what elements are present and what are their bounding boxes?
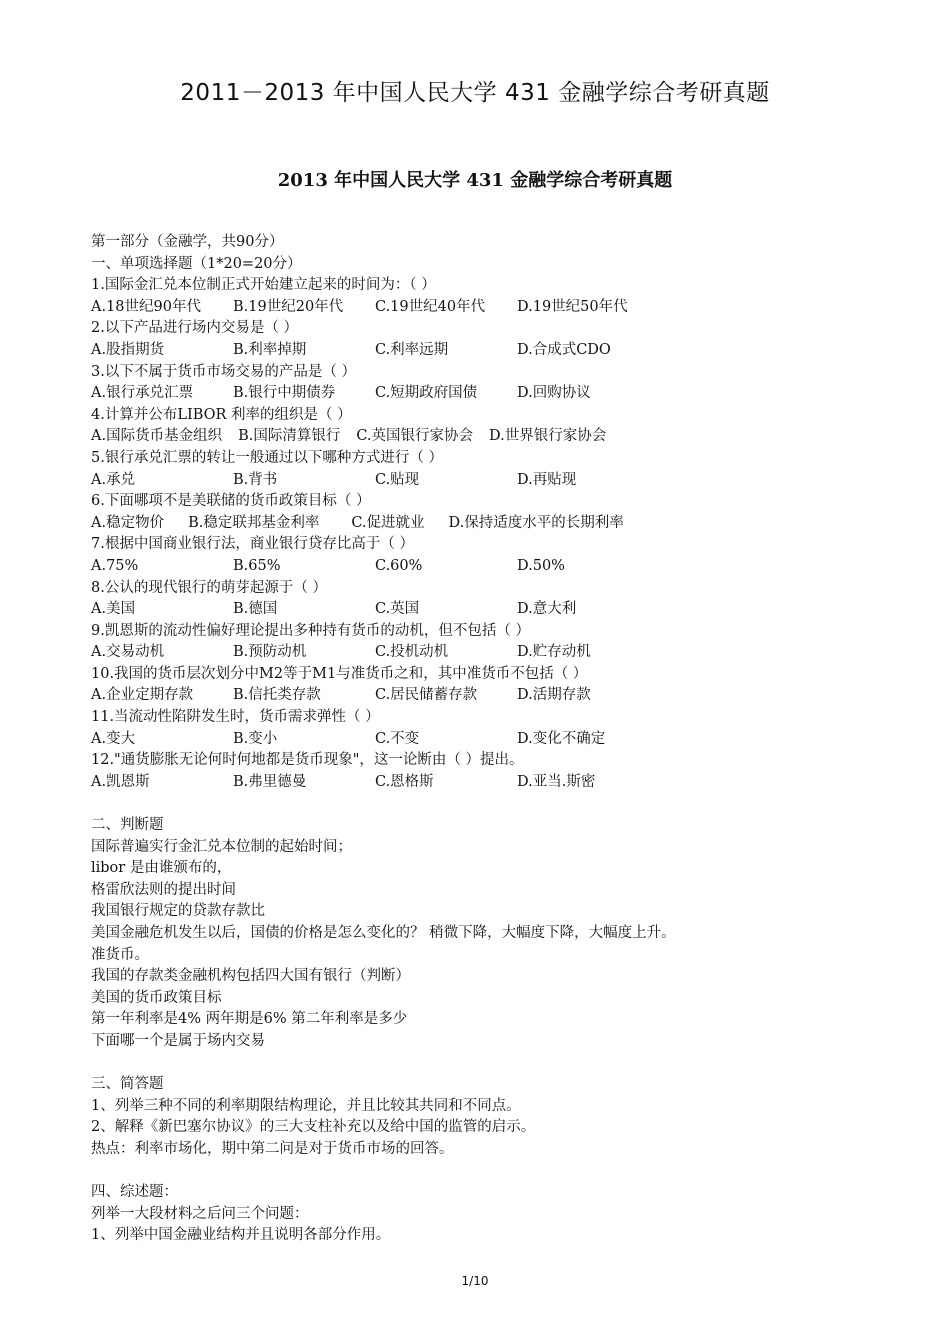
option-b: B.预防动机: [233, 644, 307, 661]
essay-item: 列举一大段材料之后问三个问题：: [91, 1205, 309, 1222]
section-heading-true-false: 二、判断题: [91, 817, 164, 834]
option-d: D.回购协议: [517, 385, 591, 402]
question-text: 11.当流动性陷阱发生时，货币需求弹性（ ）: [91, 709, 380, 726]
option-c: C.居民储蓄存款: [375, 687, 478, 704]
question-options: [91, 729, 891, 751]
question-text: 7.根据中国商业银行法，商业银行贷存比高于（ ）: [91, 536, 414, 553]
question-block: [91, 621, 891, 664]
tf-item: 美国的货币政策目标: [91, 989, 222, 1006]
question-block: [91, 664, 891, 707]
question-options: [91, 513, 891, 535]
option-a: A.75%: [91, 557, 139, 574]
question-block: [91, 750, 891, 793]
option-a: A.稳定物价: [91, 514, 165, 531]
short-answer-item: 1、列举三种不同的利率期限结构理论，并且比较其共同和不同点。: [91, 1097, 521, 1114]
option-c: C.英国: [375, 601, 420, 618]
option-b: B.银行中期债券: [233, 385, 336, 402]
section-heading-multiple-choice: 一、单项选择题（1*20=20分）: [91, 255, 302, 272]
spacer: [91, 1053, 891, 1075]
question-block: [91, 707, 891, 750]
option-d: D.50%: [517, 557, 565, 574]
option-b: B.弗里德曼: [233, 773, 307, 790]
option-c: C.19世纪40年代: [375, 298, 486, 315]
question-text: 9.凯恩斯的流动性偏好理论提出多种持有货币的动机，但不包括（ ）: [91, 622, 530, 639]
option-a: A.18世纪90年代: [91, 298, 201, 315]
option-d: D.19世纪50年代: [517, 298, 628, 315]
option-c: C.贴现: [375, 471, 420, 488]
option-b: B.利率掉期: [233, 341, 307, 358]
option-a: A.美国: [91, 601, 136, 618]
option-a: A.企业定期存款: [91, 687, 194, 704]
question-block: [91, 362, 891, 405]
section-heading-short-answer: 三、简答题: [91, 1076, 164, 1093]
question-options: [91, 470, 891, 492]
option-b: B.19世纪20年代: [233, 298, 344, 315]
tf-item: 下面哪一个是属于场内交易: [91, 1032, 265, 1049]
option-d: D.保持适度水平的长期利率: [448, 514, 624, 531]
question-options: [91, 599, 891, 621]
question-text: 10.我国的货币层次划分中M2等于M1与准货币之和，其中准货币不包括（ ）: [91, 665, 588, 682]
option-c: C.短期政府国债: [375, 385, 478, 402]
option-c: C.恩格斯: [375, 773, 434, 790]
question-block: [91, 448, 891, 491]
question-text: 5.银行承兑汇票的转让一般通过以下哪种方式进行（ ）: [91, 449, 443, 466]
option-a: A.承兑: [91, 471, 136, 488]
tf-item: 我国银行规定的贷款存款比: [91, 903, 265, 920]
question-block: [91, 275, 891, 318]
option-d: D.再贴现: [517, 471, 577, 488]
question-text: 12."通货膨胀无论何时何地都是货币现象"，这一论断由（ ）提出。: [91, 752, 524, 769]
option-c: C.投机动机: [375, 644, 449, 661]
tf-item: 我国的存款类金融机构包括四大国有银行（判断）: [91, 968, 410, 985]
tf-item: libor 是由谁颁布的，: [91, 860, 232, 877]
tf-item: 第一年利率是4% 两年期是6% 第二年利率是多少: [91, 1011, 408, 1028]
question-options: [91, 685, 891, 707]
option-a: A.银行承兑汇票: [91, 385, 194, 402]
spacer: [91, 1161, 891, 1183]
question-block: [91, 405, 891, 448]
option-d: D.变化不确定: [517, 730, 606, 747]
question-options: [91, 426, 891, 448]
short-answer-item: 热点：利率市场化，期中第二问是对于货币市场的回答。: [91, 1140, 454, 1157]
question-options: [91, 642, 891, 664]
tf-item: 国际普遍实行金汇兑本位制的起始时间；: [91, 838, 352, 855]
option-b: B.变小: [233, 730, 278, 747]
option-d: D.亚当.斯密: [517, 773, 596, 790]
option-c: C.利率远期: [375, 341, 449, 358]
question-text: 3.以下不属于货币市场交易的产品是（ ）: [91, 363, 356, 380]
option-d: D.合成式CDO: [517, 341, 611, 358]
document-title: 2011－2013 年中国人民大学 431 金融学综合考研真题: [180, 80, 770, 106]
option-d: D.世界银行家协会: [489, 428, 607, 445]
question-options: [91, 772, 891, 794]
question-options: [91, 556, 891, 578]
question-options: [91, 383, 891, 405]
document-subtitle: 2013 年中国人民大学 431 金融学综合考研真题: [277, 170, 673, 191]
option-a: A.交易动机: [91, 644, 165, 661]
question-block: [91, 318, 891, 361]
question-block: [91, 578, 891, 621]
option-b: B.背书: [233, 471, 278, 488]
tf-item: 准货币。: [91, 946, 149, 963]
tf-item: 美国金融危机发生以后，国债的价格是怎么变化的？ 稍微下降，大幅度下降，大幅度上升。: [91, 925, 676, 941]
option-c: C.60%: [375, 557, 423, 574]
option-a: A.国际货币基金组织: [91, 428, 223, 445]
option-d: D.贮存动机: [517, 644, 591, 661]
option-c: C.不变: [375, 730, 420, 747]
option-c: C.促进就业: [351, 514, 425, 531]
option-b: B.信托类存款: [233, 687, 321, 704]
part-heading: 第一部分（金融学，共90分）: [91, 234, 284, 250]
document-body: [91, 232, 891, 1247]
question-block: [91, 534, 891, 577]
option-d: D.意大利: [517, 601, 577, 618]
question-options: [91, 340, 891, 362]
option-b: B.德国: [233, 601, 278, 618]
spacer: [91, 793, 891, 815]
page-number: 1/10: [461, 1274, 489, 1288]
question-options: [91, 297, 891, 319]
option-d: D.活期存款: [517, 687, 591, 704]
option-a: A.变大: [91, 730, 136, 747]
question-text: 1.国际金汇兑本位制正式开始建立起来的时间为：（ ）: [91, 277, 436, 294]
question-text: 6.下面哪项不是美联储的货币政策目标（ ）: [91, 493, 371, 510]
option-b: B.国际清算银行: [238, 428, 341, 445]
option-a: A.股指期货: [91, 341, 165, 358]
essay-item: 1、列举中国金融业结构并且说明各部分作用。: [91, 1227, 391, 1244]
option-b: B.65%: [233, 557, 281, 574]
section-heading-essay: 四、综述题：: [91, 1184, 178, 1201]
tf-item: 格雷欣法则的提出时间: [91, 881, 236, 898]
option-c: C.英国银行家协会: [356, 428, 474, 445]
question-text: 8.公认的现代银行的萌芽起源于（ ）: [91, 579, 327, 596]
question-text: 4.计算并公布LIBOR 利率的组织是（ ）: [91, 406, 352, 423]
short-answer-item: 2、解释《新巴塞尔协议》的三大支柱补充以及给中国的监管的启示。: [91, 1119, 536, 1136]
question-text: 2.以下产品进行场内交易是（ ）: [91, 320, 298, 337]
option-b: B.稳定联邦基金利率: [188, 514, 320, 531]
option-a: A.凯恩斯: [91, 773, 150, 790]
question-block: [91, 491, 891, 534]
